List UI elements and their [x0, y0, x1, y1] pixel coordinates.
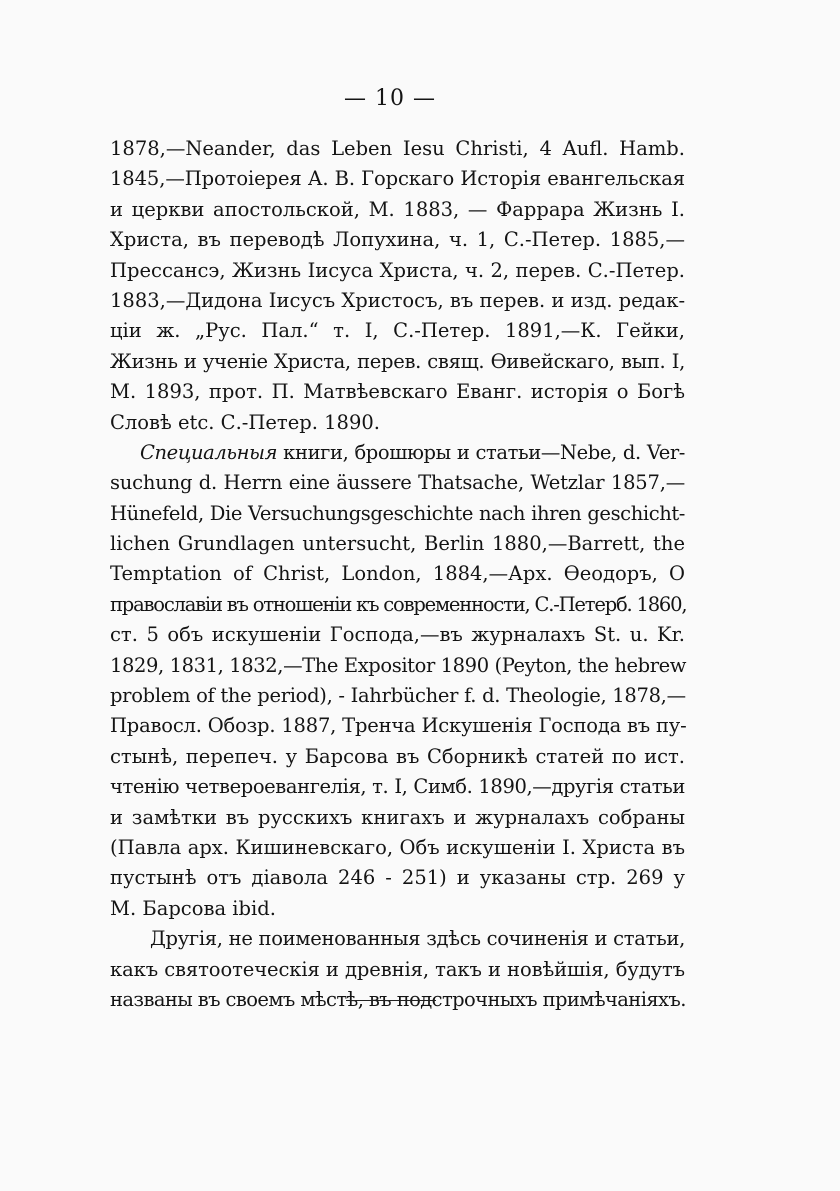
text-line: и замѣтки въ русскихъ книгахъ и журналахъ собраны	[110, 805, 685, 829]
text-line: Прессансэ, Жизнь Іисуса Христа, ч. 2, перев. С.-Петер.	[110, 258, 685, 282]
text-line: стынѣ, перепеч. у Барсова въ Сборникѣ статей по ист.	[110, 744, 685, 768]
text-line: чтенію четвероевангелія, т. I, Симб. 1890,—другія статьи	[110, 775, 685, 799]
text-span: книги, брошюры и статьи—Nebe, d. Ver-	[277, 440, 685, 464]
text-line	[110, 438, 685, 468]
text-line: 1878,—Neander, das Leben Iesu Christi, 4 Aufl. Hamb.	[110, 137, 685, 160]
text-line: православіи въ отношеніи къ современности, С.-Петерб. 1860,	[110, 592, 687, 616]
text-line: Правосл. Обозр. 1887, Тренча Искушенія Господа въ пу-	[110, 714, 687, 738]
text-line: М. Барсова ibid.	[110, 896, 276, 920]
text-line: lichen Grundlagen untersucht, Berlin 1880,—Barrett, the	[110, 532, 685, 556]
text-line: ст. 5 объ искушеніи Господа,—въ журналахъ St. u. Kr.	[110, 623, 685, 647]
text-line: какъ святоотеческія и древнія, такъ и новѣйшія, будутъ	[110, 957, 685, 981]
text-line: (Павла арх. Кишиневскаго, Объ искушеніи I. Христа въ	[110, 835, 685, 859]
text-line: Temptation of Christ, London, 1884,—Арх. Ѳеодоръ, О	[110, 562, 685, 586]
section-divider	[346, 1000, 436, 1001]
page-number: — 10 —	[344, 86, 436, 111]
paragraph-other-works	[110, 924, 685, 1015]
text-line: Жизнь и ученіе Христа, перев. свящ. Ѳивейскаго, вып. I,	[110, 349, 685, 373]
paragraph-special-works	[110, 438, 685, 924]
paragraph-bibliography-general	[110, 134, 685, 438]
text-line: Христа, въ переводѣ Лопухина, ч. 1, С.-Петер. 1885,—	[110, 228, 685, 252]
text-line: 1845,—Протоіерея А. В. Горскаго Исторія евангельская	[110, 167, 685, 191]
text-line: М. 1893, прот. П. Матвѣевскаго Еванг. исторія о Богѣ	[110, 380, 685, 404]
text-line: Hünefeld, Die Versuchungsgeschichte nach ihren geschicht-	[110, 501, 685, 525]
text-block	[110, 134, 685, 1015]
text-line: problem of the period), - Iahrbücher f. d. Theologie, 1878,—	[110, 684, 686, 708]
text-line: названы въ своемъ мѣстѣ, въ подстрочныхъ примѣчаніяхъ.	[110, 987, 686, 1011]
text-line: 1883,—Дидона Іисусъ Христосъ, въ перев. и изд. редак-	[110, 288, 686, 312]
text-line: и церкви апостольской, М. 1883, — Фаррара Жизнь I.	[110, 197, 685, 221]
text-line: suchung d. Herrn eine äussere Thatsache, Wetzlar 1857,—	[110, 471, 685, 495]
text-line: Словѣ etc. С.-Петер. 1890.	[110, 410, 380, 434]
text-line: Другія, не поименованныя здѣсь сочиненія и статьи,	[150, 927, 685, 951]
text-line: 1829, 1831, 1832,—The Expositor 1890 (Peyton, the hebrew	[110, 653, 687, 677]
text-line: ціи ж. „Рус. Пал.“ т. I, С.-Петер. 1891,—К. Гейки,	[110, 319, 685, 343]
text-line: пустынѣ отъ діавола 246 - 251) и указаны стр. 269 у	[110, 866, 685, 890]
italic-lead: Специальныя	[140, 440, 278, 464]
